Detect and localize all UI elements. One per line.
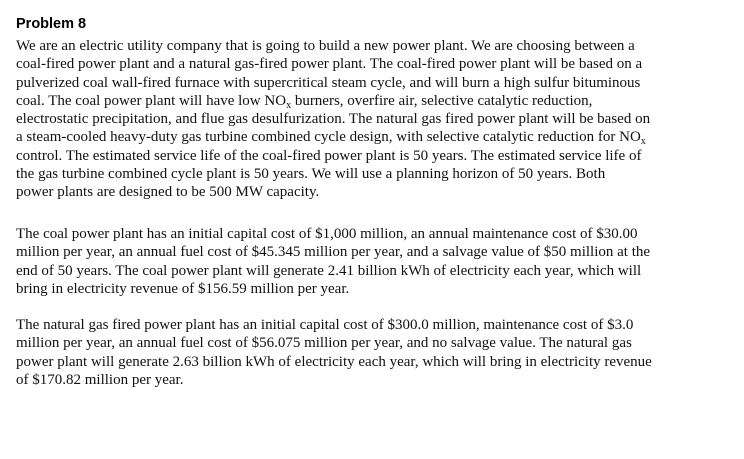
text-line: control. The estimated service life of the coal-fired power plant is 50 years. The estimated service life of (16, 147, 642, 164)
text-line: the gas turbine combined cycle plant is 50 years. We will use a planning horizon of 50 years. Both (16, 166, 606, 183)
text-line: We are an electric utility company that is going to build a new power plant. We are choosing between a (16, 38, 635, 54)
text-line: power plants are designed to be 500 MW capacity. (16, 184, 320, 201)
text-line: a steam-cooled heavy-duty gas turbine combined cycle design, with selective catalytic reduction for $NO_x$ (16, 129, 646, 148)
text-line: end of 50 years. The coal power plant will generate 2.41 billion kWh of electricity each year, which will (16, 262, 642, 279)
text-line: of $170.82 million per year. (16, 371, 184, 388)
problem-title: Problem 8 (16, 16, 87, 32)
subscript-x: x (640, 136, 646, 148)
text-line: power plant will generate 2.63 billion kWh of electricity each year, which will bring in electricity revenue (16, 353, 652, 370)
text-line: million per year, an annual fuel cost of $56.075 million per year, and no salvage value. The natural gas (16, 335, 632, 352)
text-line: The coal power plant has an initial capital cost of $1,000 million, an annual maintenance cost of $30.00 (16, 226, 638, 242)
text-line: The natural gas fired power plant has an initial capital cost of $300.0 million, maintenance cost of $3.0 (16, 317, 634, 333)
paragraph-intro (16, 37, 728, 202)
text-line: pulverized coal wall-fired furnace with supercritical steam cycle, and will burn a high sulfur bituminous (16, 74, 641, 91)
subscript-x: x (286, 99, 292, 111)
text-line: million per year, an annual fuel cost of $45.345 million per year, and a salvage value of $50 million at the (16, 244, 651, 261)
paragraph-coal-plant (16, 225, 728, 298)
cropped-previous-line (60, 0, 620, 3)
text-line: bring in electricity revenue of $156.59 million per year. (16, 280, 350, 297)
text-line: electrostatic precipitation, and flue gas desulfurization. The natural gas fired power plant will be based on (16, 111, 651, 128)
text-line: coal-fired power plant and a natural gas-fired power plant. The coal-fired power plant will be based on a (16, 56, 643, 73)
paragraph-gas-plant (16, 316, 728, 389)
text-line: coal. The coal power plant will have low $NO_x$ burners, overfire air, selective catalytic reduction, (16, 92, 593, 111)
